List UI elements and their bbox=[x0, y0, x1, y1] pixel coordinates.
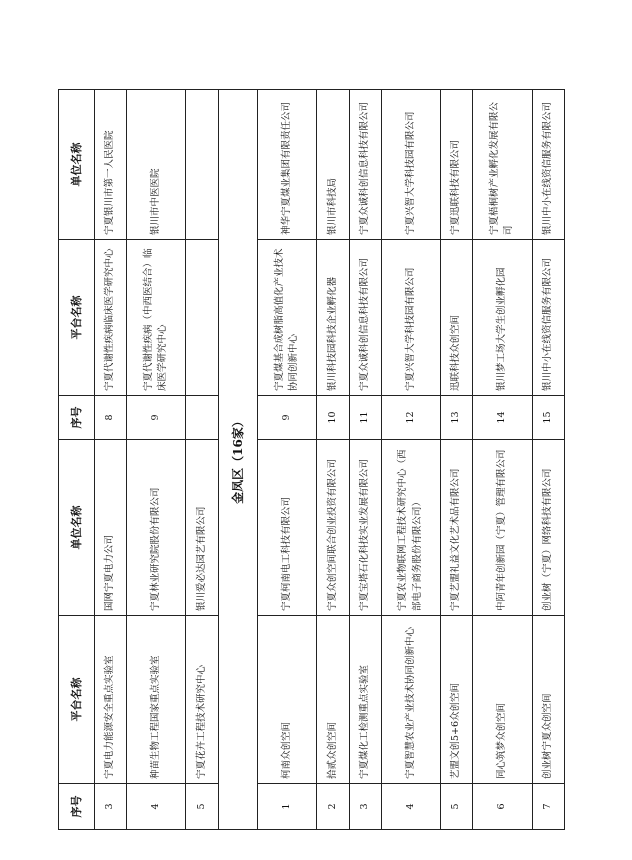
platform-table bbox=[58, 89, 565, 830]
unit-name: 宁夏宝塔石化科技实业发展有限公司 bbox=[349, 440, 381, 616]
row-number: 2 bbox=[317, 784, 349, 830]
row-number: 8 bbox=[95, 396, 127, 440]
unit-name: 宁夏艺盟礼益文化艺术品有限公司 bbox=[441, 440, 473, 616]
unit-name: 银川市科技局 bbox=[317, 90, 349, 240]
platform-name: 拾贰众创空间 bbox=[317, 616, 349, 784]
table-row bbox=[317, 90, 349, 830]
platform-name: 宁夏兴智大学科技园有限公司 bbox=[381, 240, 440, 396]
platform-name: 银川梦工场大学生创业孵化园 bbox=[473, 240, 532, 396]
table-row bbox=[186, 90, 218, 830]
platform-name: 种苗生物工程国家重点实验室 bbox=[127, 616, 186, 784]
header-unit-right: 单位名称 bbox=[59, 90, 95, 240]
platform-name: 同心筑梦众创空间 bbox=[473, 616, 532, 784]
row-number: 5 bbox=[441, 784, 473, 830]
section-header-row bbox=[218, 90, 257, 830]
platform-name: 创业树宁夏众创空间 bbox=[532, 616, 564, 784]
unit-name: 创业树（宁夏）网络科技有限公司 bbox=[532, 440, 564, 616]
empty-cell bbox=[186, 90, 218, 240]
unit-name: 宁夏众创空间联合创业投资有限公司 bbox=[317, 440, 349, 616]
empty-cell bbox=[186, 240, 218, 396]
unit-name: 中阿青年创新园（宁夏）管理有限公司 bbox=[473, 440, 532, 616]
unit-name: 银川爱必达园艺有限公司 bbox=[186, 440, 218, 616]
empty-cell bbox=[186, 396, 218, 440]
row-number: 11 bbox=[349, 396, 381, 440]
platform-name: 柯南众创空间 bbox=[258, 616, 317, 784]
row-number: 6 bbox=[473, 784, 532, 830]
platform-name: 宁夏花卉工程技术研究中心 bbox=[186, 616, 218, 784]
unit-name: 宁夏兴智大学科技园有限公司 bbox=[381, 90, 440, 240]
unit-name: 神华宁夏煤业集团有限责任公司 bbox=[258, 90, 317, 240]
row-number: 14 bbox=[473, 396, 532, 440]
rotated-table-page bbox=[58, 90, 565, 830]
platform-name: 艺盟文创5+6众创空间 bbox=[441, 616, 473, 784]
header-no-right: 序号 bbox=[59, 396, 95, 440]
platform-name: 宁夏煤化工检测重点实验室 bbox=[349, 616, 381, 784]
unit-name: 宁夏梧桐树产业孵化发展有限公司 bbox=[473, 90, 532, 240]
row-number: 9 bbox=[127, 396, 186, 440]
row-number: 10 bbox=[317, 396, 349, 440]
table-row bbox=[258, 90, 317, 830]
platform-name: 宁夏代谢性疾病（中西医结合）临床医学研究中心 bbox=[127, 240, 186, 396]
platform-name: 迅联科技众创空间 bbox=[441, 240, 473, 396]
row-number: 7 bbox=[532, 784, 564, 830]
platform-name: 宁夏众诚科创信息科技有限公司 bbox=[349, 240, 381, 396]
platform-name: 宁夏电力能源安全重点实验室 bbox=[95, 616, 127, 784]
header-platform-left: 平台名称 bbox=[59, 616, 95, 784]
unit-name: 宁夏柯南电工科技有限公司 bbox=[258, 440, 317, 616]
header-platform-right: 平台名称 bbox=[59, 240, 95, 396]
platform-name: 银川科技园科技企业孵化器 bbox=[317, 240, 349, 396]
table-row bbox=[127, 90, 186, 830]
unit-name: 银川市中医医院 bbox=[127, 90, 186, 240]
row-number: 15 bbox=[532, 396, 564, 440]
unit-name: 宁夏林业研究院股份有限公司 bbox=[127, 440, 186, 616]
row-number: 1 bbox=[258, 784, 317, 830]
table-row bbox=[532, 90, 564, 830]
row-number: 3 bbox=[349, 784, 381, 830]
row-number: 9 bbox=[258, 396, 317, 440]
table-row bbox=[473, 90, 532, 830]
row-number: 4 bbox=[127, 784, 186, 830]
table-row bbox=[441, 90, 473, 830]
unit-name: 国网宁夏电力公司 bbox=[95, 440, 127, 616]
row-number: 4 bbox=[381, 784, 440, 830]
unit-name: 宁夏迅联科技有限公司 bbox=[441, 90, 473, 240]
platform-name: 宁夏煤基合成树脂高值化产业技术协同创新中心 bbox=[258, 240, 317, 396]
unit-name: 宁夏农业物联网工程技术研究中心（西部电子商务股份有限公司） bbox=[381, 440, 440, 616]
row-number: 5 bbox=[186, 784, 218, 830]
unit-name: 银川中小在线资信服务有限公司 bbox=[532, 90, 564, 240]
row-number: 12 bbox=[381, 396, 440, 440]
table-row bbox=[349, 90, 381, 830]
table-row bbox=[381, 90, 440, 830]
header-no-left: 序号 bbox=[59, 784, 95, 830]
platform-name: 宁夏代谢性疾病临床医学研究中心 bbox=[95, 240, 127, 396]
header-unit-left: 单位名称 bbox=[59, 440, 95, 616]
table-row bbox=[95, 90, 127, 830]
row-number: 3 bbox=[95, 784, 127, 830]
unit-name: 宁夏银川市第一人民医院 bbox=[95, 90, 127, 240]
platform-name: 银川中小在线资信服务有限公司 bbox=[532, 240, 564, 396]
unit-name: 宁夏众诚科创信息科技有限公司 bbox=[349, 90, 381, 240]
header-row bbox=[59, 90, 95, 830]
row-number: 13 bbox=[441, 396, 473, 440]
section-title: 金凤区（16家） bbox=[218, 90, 257, 830]
platform-name: 宁夏智慧农业产业技术协同创新中心 bbox=[381, 616, 440, 784]
